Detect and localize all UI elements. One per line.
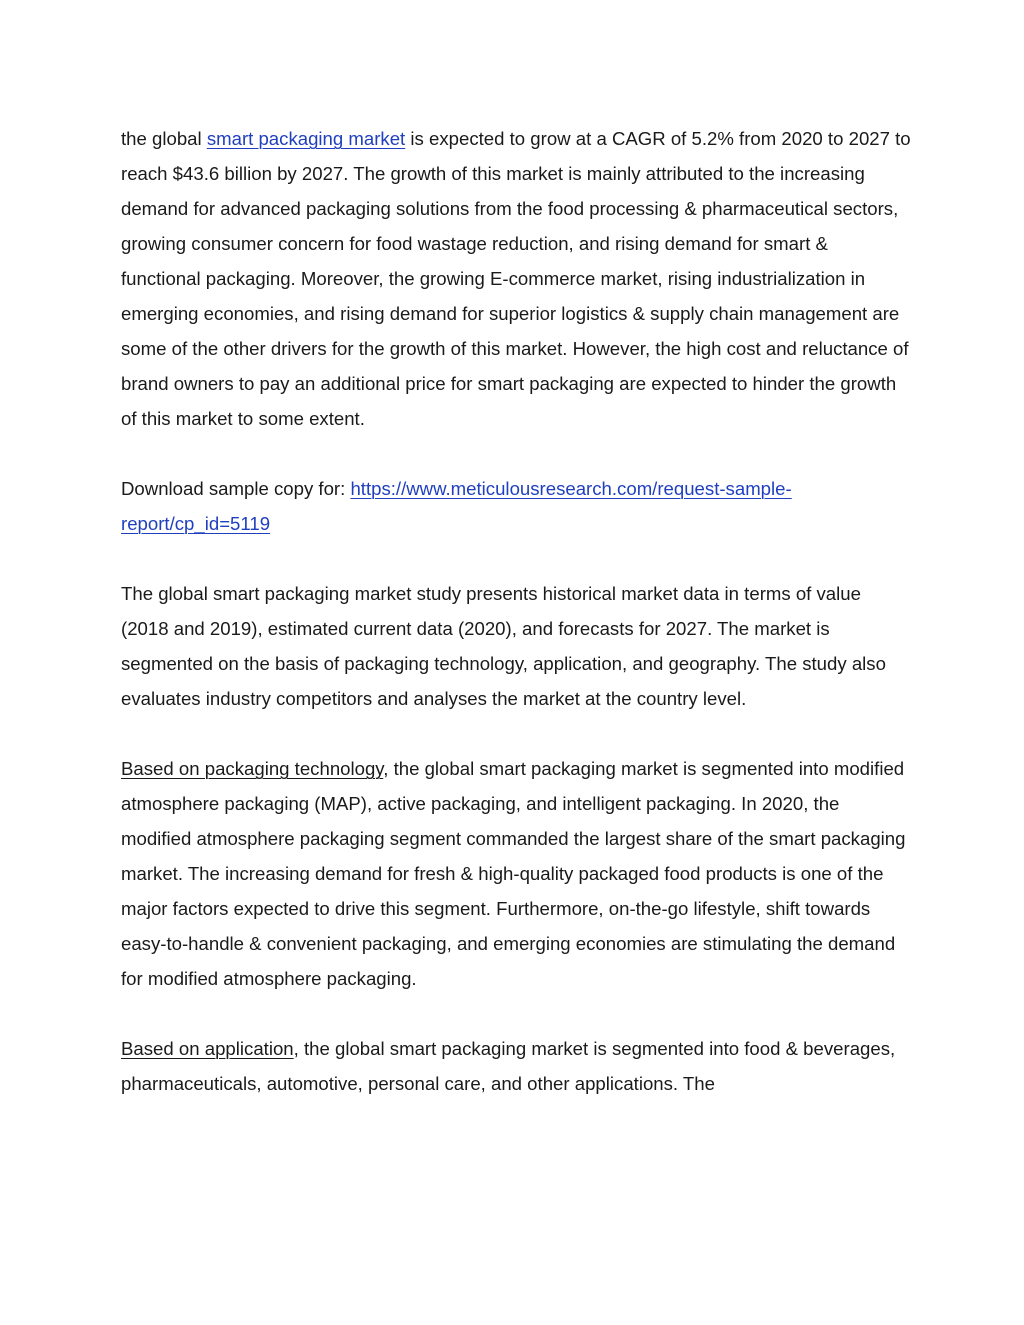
study-text: The global smart packaging market study presents historical market data in terms of value (2018 and 2019), estimated current data (2020), and forecasts for 2027. The market is segmented on the basis of packaging technology, application, and geography. The study also evaluates industry competitors and analyses the market at the country level. — [121, 583, 886, 709]
download-paragraph — [121, 471, 911, 541]
document-body — [121, 121, 911, 1136]
intro-suffix: is expected to grow at a CAGR of 5.2% from 2020 to 2027 to reach $43.6 billion by 2027. The growth of this market is mainly attributed to the increasing demand for advanced packaging solutions from the food processing & pharmaceutical sectors, growing consumer concern for food wastage reduction, and rising demand for smart & functional packaging. Moreover, the growing E-commerce market, rising industrialization in emerging economies, and rising demand for superior logistics & supply chain management are some of the other drivers for the growth of this market. However, the high cost and reluctance of brand owners to pay an additional price for smart packaging are expected to hinder the growth of this market to some extent. — [121, 128, 911, 429]
technology-text: , the global smart packaging market is segmented into modified atmosphere packaging (MAP), active packaging, and intelligent packaging. In 2020, the modified atmosphere packaging segment commanded the largest share of the smart packaging market. The increasing demand for fresh & high-quality packaged food products is one of the major factors expected to drive this segment. Furthermore, on-the-go lifestyle, shift towards easy-to-handle & convenient packaging, and emerging economies are stimulating the demand for modified atmosphere packaging. — [121, 758, 906, 989]
application-paragraph — [121, 1031, 911, 1101]
application-heading: Based on application — [121, 1038, 294, 1059]
technology-paragraph — [121, 751, 911, 996]
study-paragraph — [121, 576, 911, 716]
intro-prefix: the global — [121, 128, 207, 149]
application-text: , the global smart packaging market is segmented into food & beverages, pharmaceuticals, automotive, personal care, and other applications. The — [121, 1038, 896, 1094]
download-label: Download sample copy for: — [121, 478, 351, 499]
smart-packaging-market-link[interactable]: smart packaging market — [206, 128, 406, 149]
sample-report-link[interactable]: https://www.meticulousresearch.com/request-sample-report/cp_id=5119 — [121, 478, 792, 534]
technology-heading: Based on packaging technology — [121, 758, 384, 779]
intro-paragraph — [121, 121, 911, 436]
